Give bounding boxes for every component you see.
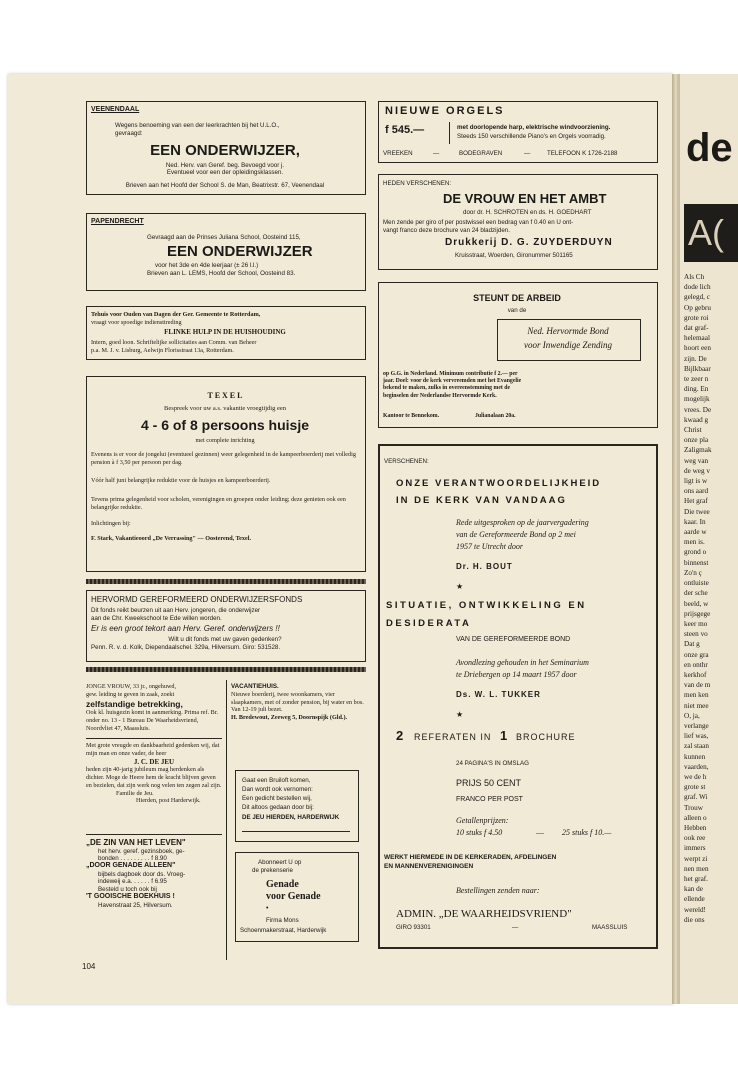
ad-text: EN MANNENVERENIGINGEN bbox=[384, 863, 474, 870]
ad-title: STEUNT DE ARBEID bbox=[473, 293, 561, 303]
article-line: steen vo bbox=[684, 630, 708, 639]
article-line: Zaligmak bbox=[684, 446, 712, 455]
ad-text: Havenstraat 25, Hilversum. bbox=[98, 901, 173, 909]
ad-heading: VACANTIEHUIS. bbox=[231, 683, 279, 690]
ad-price: PRIJS 50 CENT bbox=[456, 778, 522, 788]
article-line: weg van bbox=[684, 456, 709, 465]
ad-heading: T E X E L bbox=[207, 391, 243, 400]
headline-fragment: de bbox=[686, 126, 733, 170]
ad-text: de prekenserie bbox=[252, 867, 293, 874]
article-line: de weg v bbox=[684, 466, 710, 475]
ad-text: REFERATEN IN bbox=[414, 732, 492, 742]
ad-text: — bbox=[512, 924, 519, 931]
ad-heading: HERVORMD GEREFORMEERD ONDERWIJZERSFONDS bbox=[91, 595, 303, 604]
ad-title: FLINKE HULP IN DE HUISHOUDING bbox=[164, 328, 286, 336]
ad-text: 10 stuks f 4.50 bbox=[456, 828, 503, 837]
ad-text: Brieven aan L. LEMS, Hoofd der School, Oosteind 83. bbox=[147, 270, 296, 277]
ad-text: MAASSLUIS bbox=[592, 924, 628, 931]
ad-text: Avondlezing gehouden in het Seminarium bbox=[456, 658, 589, 667]
ad-title: Ned. Hervormde Bond bbox=[527, 326, 609, 336]
ad-title: zelfstandige betrekking, bbox=[86, 698, 183, 709]
ad-veenendaal bbox=[86, 101, 366, 195]
ad-text: FRANCO PER POST bbox=[456, 796, 523, 803]
ad-jubileum bbox=[86, 742, 222, 805]
ad-text: Julianalaan 20a. bbox=[475, 413, 516, 419]
article-line: helemaal bbox=[684, 334, 710, 343]
ad-author: Ds. W. L. TUKKER bbox=[456, 690, 541, 699]
ad-verschenen bbox=[378, 444, 658, 949]
article-line: ook ree bbox=[684, 834, 706, 843]
article-line: ontluiste bbox=[684, 579, 709, 588]
ad-text: op G.G. in Nederland. Minimum contributie f 2.— per jaar. Doel: voor de kerk vervreemden met het Evangelie bekend te maken, zulks in overeenstemming met de beginselen der Nederlandse Hervormde Kerk. bbox=[383, 371, 522, 399]
ad-text: TELEFOON K 1726-2188 bbox=[547, 150, 618, 157]
ad-text: Tehuis voor Ouden van Dagen der Ger. Gemeente te Rotterdam, bbox=[91, 311, 261, 318]
ad-text: vangt franco deze brochure van 24 bladzijden. bbox=[383, 227, 510, 234]
column-divider bbox=[226, 680, 227, 960]
ad-text: indeweij e.a. . . . . . f 6.95 bbox=[98, 878, 167, 886]
separator bbox=[86, 834, 222, 835]
ad-text: VAN DE GEREFORMEERDE BOND bbox=[456, 636, 571, 643]
ad-title: NIEUWE ORGELS bbox=[385, 105, 505, 117]
ad-title: DE JEU HIERDEN, HARDERWIJK bbox=[242, 814, 340, 821]
ad-signature: Familie de Jeu. bbox=[116, 789, 154, 797]
article-line: te zeer n bbox=[684, 375, 709, 384]
ad-nieuwe-orgels bbox=[378, 101, 658, 163]
article-line: onze gra bbox=[684, 650, 709, 659]
ad-number: 2 bbox=[396, 728, 404, 743]
article-line: binnenst bbox=[684, 558, 709, 567]
ad-text: Tevens prima gelegenheid voor scholen, verenigingen en groepen onder leiding; deze genieten ook een belangrijke reduktie. bbox=[91, 496, 346, 511]
ad-text: vraagt voor spoedige indiensttreding bbox=[91, 319, 182, 326]
ad-text: BROCHURE bbox=[516, 732, 576, 742]
ad-text: Abonneert U op bbox=[258, 859, 302, 866]
ad-title: „DE ZIN VAN HET LEVEN" bbox=[86, 838, 186, 847]
ad-text: Dit altoos gedaan door bij: bbox=[242, 804, 314, 811]
article-line: hoort een bbox=[684, 344, 711, 353]
page-number: 104 bbox=[82, 962, 96, 971]
ad-title: „DOOR GENADE ALLEEN" bbox=[86, 862, 176, 870]
article-line: nen men bbox=[684, 864, 709, 873]
ad-heading: PAPENDRECHT bbox=[91, 218, 144, 225]
ad-title: DESIDERATA bbox=[386, 618, 472, 629]
ad-text: Wilt u dit fonds met uw gaven gedenken? bbox=[168, 636, 282, 643]
ad-bruiloft bbox=[235, 770, 359, 842]
ad-number: 1 bbox=[500, 728, 508, 743]
article-line: kunnen bbox=[684, 752, 706, 761]
ad-jonge-vrouw bbox=[86, 683, 222, 732]
ad-text: Getallenprijzen: bbox=[456, 816, 509, 825]
article-line: kwaad g bbox=[684, 415, 709, 424]
ad-text: 24 PAGINA'S IN OMSLAG bbox=[456, 760, 529, 767]
ad-text: te Driebergen op 14 maart 1957 door bbox=[456, 670, 577, 679]
article-line: niet mee bbox=[684, 701, 709, 710]
ad-text: WERKT HIERMEDE IN DE KERKERADEN, AFDELINGEN bbox=[384, 854, 557, 861]
ad-title: Genade bbox=[266, 879, 299, 890]
ad-text: Dit fonds reikt beurzen uit aan Herv. jongeren, die onderwijzer bbox=[91, 607, 261, 614]
ad-text: Kruisstraat, Woerden, Gironummer 501165 bbox=[455, 252, 573, 259]
ad-text: met complete inrichting bbox=[195, 437, 255, 444]
article-line: kan de bbox=[684, 885, 703, 894]
ad-title: voor Inwendige Zending bbox=[524, 340, 612, 350]
article-line: aarde w bbox=[684, 528, 707, 537]
ad-zin-van-het-leven bbox=[86, 838, 222, 909]
ad-text: GIRO 93301 bbox=[396, 924, 431, 931]
article-text-column bbox=[684, 272, 738, 948]
article-line: dat graf- bbox=[684, 324, 709, 333]
article-line: Als Ch bbox=[684, 273, 705, 281]
ad-text: Ned. Herv. van Geref. beg. Bevoegd voor j. bbox=[165, 162, 285, 169]
ad-signature: H. Bredewout, Zeeweg 5, Doornspijk (Gld.). bbox=[231, 714, 348, 721]
ad-title: SITUATIE, ONTWIKKELING EN bbox=[386, 600, 587, 611]
article-line: verlange bbox=[684, 721, 709, 730]
ad-text: 25 stuks f 10.— bbox=[562, 828, 612, 837]
article-line: Dat g bbox=[684, 640, 700, 649]
ad-text: Een gedicht bestellen wij, bbox=[242, 795, 312, 802]
star-icon: ★ bbox=[456, 710, 464, 719]
ad-signature: F. Stark, Vakantieoord „De Verrassing" — Oosterend, Texel. bbox=[91, 535, 252, 542]
article-line: men ken bbox=[684, 691, 709, 700]
ad-title: ONZE VERANTWOORDELIJKHEID bbox=[396, 478, 602, 489]
ad-text: Besteld u toch ook bij bbox=[98, 885, 157, 893]
divider-stripe bbox=[86, 579, 366, 584]
ad-text: met doorlopende harp, elektrische windvoorziening. bbox=[457, 124, 611, 131]
article-line: het graf. bbox=[684, 874, 708, 883]
ad-title: EEN ONDERWIJZER, bbox=[150, 142, 300, 159]
ad-text: Gevraagd aan de Prinses Juliana School, Oosteind 115, bbox=[147, 234, 301, 241]
article-line: werpt zi bbox=[684, 854, 708, 863]
article-line: Christ bbox=[684, 426, 702, 435]
divider-stripe bbox=[86, 667, 366, 672]
article-line: zijn. De bbox=[684, 354, 707, 363]
ad-text: Dan wordt ook vernomen: bbox=[242, 786, 313, 793]
ad-text: Vóór half juni belangrijke reduktie voor de huisjes en kampeerboerderij. bbox=[91, 477, 271, 484]
ad-title: 4 - 6 of 8 persoons huisje bbox=[140, 417, 310, 433]
article-line: dode lich bbox=[684, 283, 711, 292]
article-line: en onthr bbox=[684, 660, 708, 669]
separator bbox=[242, 831, 350, 832]
article-line: gelegd, c bbox=[684, 293, 710, 302]
ad-text: Penn. R. v. d. Kolk, Diependaalschel. 329a, Hilversum. Giro: 531528. bbox=[91, 644, 281, 651]
ad-title: 'T GOOISCHE BOEKHUIS ! bbox=[86, 893, 175, 901]
article-line: grote roi bbox=[684, 313, 709, 322]
star-icon: • bbox=[266, 905, 269, 912]
ad-title: Drukkerij D. G. ZUYDERDUYN bbox=[445, 237, 613, 248]
ad-text: — bbox=[433, 150, 440, 157]
article-line: mogelijk bbox=[684, 395, 710, 404]
article-line: Bijlkbaar bbox=[684, 364, 711, 373]
article-line: vaarden, bbox=[684, 762, 709, 771]
ad-text: Bestellingen zenden naar: bbox=[456, 886, 540, 895]
ad-price: f 545.— bbox=[385, 124, 425, 136]
ad-title: J. C. DE JEU bbox=[133, 757, 175, 766]
ad-text: Eventueel voor een der opleidingsklassen. bbox=[166, 169, 284, 176]
ad-text: Brieven aan het Hoofd der School S. de Man, Beatrixstr. 67, Veenendaal bbox=[125, 182, 325, 189]
ad-text: van de Gereformeerde Bond op 2 mei bbox=[456, 530, 576, 539]
ad-text: Gaat een Bruiloft komen, bbox=[242, 777, 311, 784]
ad-text: Steeds 150 verschillende Piano's en Orgels voorradig. bbox=[457, 133, 606, 140]
ad-text: Met grote vreugde en dankbaarheid gedenken wij, dat mijn man en onze vader, de heer bbox=[86, 742, 220, 757]
bond-name-box bbox=[497, 319, 641, 361]
ad-title: Er is een groot tekort aan Herv. Geref. onderwijzers !! bbox=[91, 624, 280, 633]
ad-vrouw-en-ambt bbox=[378, 174, 658, 270]
ad-title: EEN ONDERWIJZER bbox=[167, 243, 313, 260]
ad-text: het herv. geref. gezinsboek, ge- bbox=[98, 847, 185, 855]
ad-text: Schoenmakerstraat, Harderwijk bbox=[240, 927, 327, 934]
article-line: prijsgege bbox=[684, 609, 711, 618]
article-line: kaar. In bbox=[684, 517, 706, 526]
ad-text: Wegens benoeming van een der leerkrachten bij het U.L.O., bbox=[115, 122, 280, 129]
ad-papendrecht bbox=[86, 213, 366, 291]
ad-vacantiehuis bbox=[231, 683, 367, 722]
article-line: ding. En bbox=[684, 385, 709, 394]
ad-text: Inlichtingen bij: bbox=[91, 520, 131, 527]
article-line: immers bbox=[684, 844, 706, 853]
article-line: wereld! bbox=[684, 905, 706, 914]
article-line: alleen o bbox=[684, 813, 707, 822]
article-line: lief was, bbox=[684, 732, 709, 741]
ad-text: bonden . . . . . . . . . f 8.90 bbox=[98, 855, 167, 863]
ad-text: Bespreek voor uw a.s. vakantie vroegtijdig een bbox=[163, 405, 287, 412]
ad-text: gevraagd: bbox=[115, 130, 143, 137]
ad-title: ADMIN. „DE WAARHEIDSVRIEND" bbox=[396, 908, 572, 920]
ad-signature: Hierden, post Harderwijk. bbox=[136, 797, 201, 805]
ad-text: JONGE VROUW, 33 jr., ongehuwd, bbox=[86, 683, 177, 690]
article-line: Het graf bbox=[684, 497, 708, 506]
ad-text: — bbox=[536, 828, 544, 837]
star-icon: ★ bbox=[456, 582, 464, 591]
article-line: Op gebru bbox=[684, 303, 711, 312]
ad-text: p.a. M. J. v. Lisburg, Aelwijn Florisstraat 13a, Rotterdam. bbox=[91, 347, 234, 354]
ad-steunt-de-arbeid bbox=[378, 282, 658, 428]
ad-text: voor het 3de en 4de leerjaar (± 26 l.l.) bbox=[155, 262, 259, 269]
article-line: ligt is w bbox=[684, 477, 708, 486]
ad-text: door dr. H. SCHROTEN en ds. H. GOEDHART bbox=[463, 209, 592, 216]
ad-text: BODEGRAVEN bbox=[459, 150, 503, 157]
article-line: vrees. De bbox=[684, 405, 712, 414]
ad-author: Dr. H. BOUT bbox=[456, 562, 513, 571]
article-line: ellende bbox=[684, 895, 705, 904]
article-line: graf. Wi bbox=[684, 793, 708, 802]
ad-text: Nieuwe boerderij, twee woonkamers, vier slaapkamers, met of zonder pension, bij water en bos. Van 12-19 juli bezet. bbox=[231, 690, 364, 714]
article-line: van de m bbox=[684, 681, 711, 690]
ad-text: 1957 te Utrecht door bbox=[456, 542, 524, 551]
ad-title: voor Genade bbox=[266, 891, 321, 902]
article-line: Die twee bbox=[684, 507, 710, 516]
article-line: kerkhof bbox=[684, 670, 707, 679]
article-line: Trouw bbox=[684, 803, 703, 812]
ad-text: Firma Mons bbox=[266, 917, 299, 924]
ad-onderwijzersfonds bbox=[86, 590, 366, 662]
ad-text: Rede uitgesproken op de jaarvergadering bbox=[456, 518, 589, 527]
ad-text: Kantoor te Bennekom. bbox=[383, 413, 440, 419]
article-line: zal staan bbox=[684, 742, 709, 751]
ad-text: gew. leiding te geven in zaak, zoekt bbox=[86, 690, 175, 698]
ad-text: Men zende per giro of per postwissel een bedrag van f 0.40 en U ont- bbox=[383, 219, 574, 226]
ad-heading: VEENENDAAL bbox=[91, 106, 140, 113]
ad-heading: HEDEN VERSCHENEN: bbox=[383, 180, 452, 187]
ad-text: heden zijn 40-jarig jubileum mag herdenken als dichter. Moge de Heere hem de kracht blijven geven en bezielen, dat zijn werk nog velen ten zegen zal zijn. bbox=[86, 766, 222, 789]
ad-text: van de bbox=[507, 307, 527, 314]
ad-texel bbox=[86, 376, 366, 572]
article-line: we de h bbox=[684, 772, 707, 781]
article-line: onze pla bbox=[684, 436, 709, 445]
article-line: ons aard bbox=[684, 487, 709, 496]
ad-text: bijbels dagboek door ds. Vroeg- bbox=[98, 870, 186, 878]
ad-text: Ook kl. huisgezin komt in aanmerking. Prima ref. Br. onder no. 13 - 1 Bureau De Waarheidsvriend, Noordvliet 47, Maassluis. bbox=[86, 709, 218, 732]
ad-title: DE VROUW EN HET AMBT bbox=[443, 191, 607, 206]
separator bbox=[86, 738, 222, 739]
ad-text: — bbox=[524, 150, 531, 157]
ad-title: IN DE KERK VAN VANDAAG bbox=[396, 495, 567, 506]
article-line: men is. bbox=[684, 538, 705, 547]
ad-genade-voor-genade bbox=[235, 852, 359, 942]
ad-text: aan de Chr. Kweekschool te Ede willen worden. bbox=[91, 615, 222, 622]
article-line: beeld, w bbox=[684, 599, 709, 608]
article-line: keer mo bbox=[684, 619, 708, 628]
ad-text: Evenens is er voor de jongelui (eventueel gezinnen) weer gelegenheid in de kampeerboerderij met volledig pension à f 3,50 per persoon per dag. bbox=[91, 451, 356, 466]
ad-tehuis bbox=[86, 306, 366, 360]
ad-text: Intern, goed loon. Schriftelijke sollicitaties aan Comm. van Beheer bbox=[91, 339, 257, 346]
ad-text: VREEKEN bbox=[383, 150, 413, 157]
article-line: Zo'n ç bbox=[684, 568, 702, 577]
article-line: grote st bbox=[684, 783, 706, 792]
article-line: grond o bbox=[684, 548, 707, 557]
banner-letters: A( bbox=[688, 212, 724, 253]
ad-heading: VERSCHENEN: bbox=[384, 458, 429, 465]
article-line: O, ja, bbox=[684, 711, 700, 720]
separator bbox=[449, 122, 450, 144]
article-line: der sche bbox=[684, 589, 708, 598]
article-line: Hebben bbox=[684, 823, 707, 832]
article-line: die ons bbox=[684, 915, 705, 924]
